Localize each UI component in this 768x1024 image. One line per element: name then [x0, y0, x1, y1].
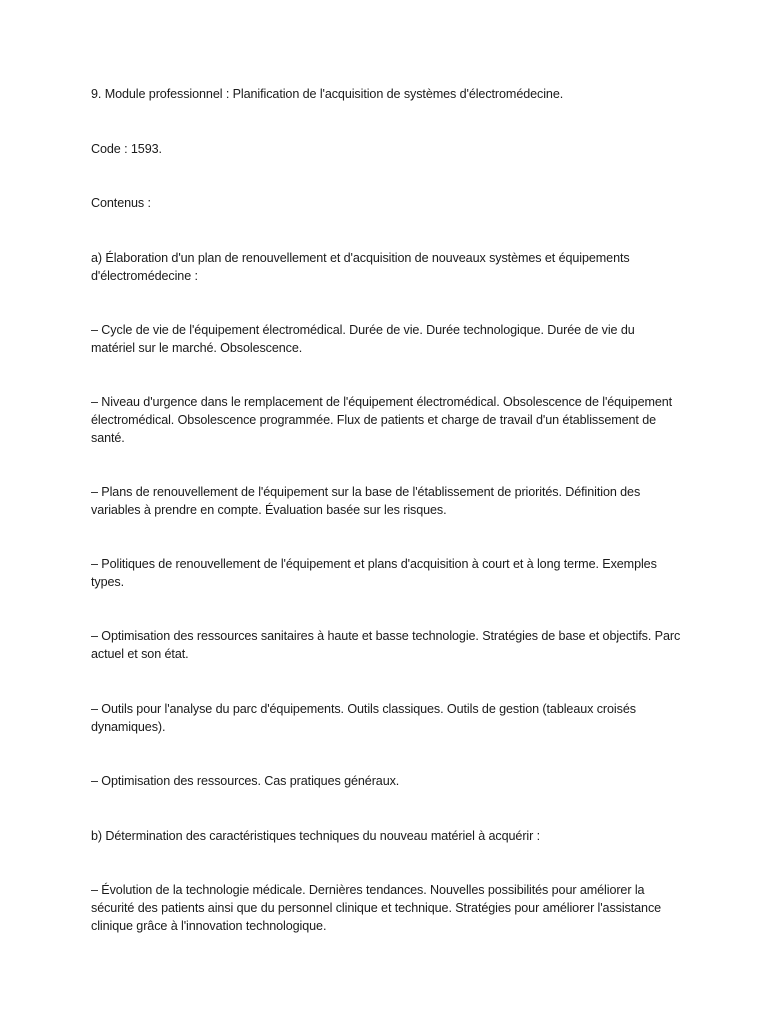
- contents-heading: Contenus :: [91, 196, 151, 210]
- list-item: – Optimisation des ressources. Cas pratiques généraux.: [91, 774, 400, 788]
- module-title: 9. Module professionnel : Planification de l'acquisition de systèmes d'électromédecine.: [91, 87, 564, 101]
- list-item: – Outils pour l'analyse du parc d'équipements. Outils classiques. Outils de gestion (tableaux croisés dynamiques).: [91, 702, 636, 734]
- list-item: – Plans de renouvellement de l'équipement sur la base de l'établissement de priorités. Définition des variables à prendre en compte. Évaluation basée sur les risques.: [91, 485, 641, 517]
- section-b-heading: b) Détermination des caractéristiques techniques du nouveau matériel à acquérir :: [91, 829, 541, 843]
- list-item: – Politiques de renouvellement de l'équipement et plans d'acquisition à court et à long terme. Exemples types.: [91, 557, 657, 589]
- list-item: – Évolution de la technologie médicale. Dernières tendances. Nouvelles possibilités pour améliorer la sécurité des patients ainsi que du personnel clinique et technique. Stratégies pour améliorer l'assistance clinique grâce à l'innovation technologique.: [91, 883, 662, 933]
- module-code: Code : 1593.: [91, 142, 162, 156]
- list-item: – Niveau d'urgence dans le remplacement de l'équipement électromédical. Obsolescence de l'équipement électromédical. Obsolescence programmée. Flux de patients et charge de travail d'un établissement de santé.: [91, 395, 673, 445]
- list-item: – Cycle de vie de l'équipement électromédical. Durée de vie. Durée technologique. Durée de vie du matériel sur le marché. Obsolescence.: [91, 323, 635, 355]
- section-a-heading: a) Élaboration d'un plan de renouvellement et d'acquisition de nouveaux systèmes et équipements d'électromédecine :: [91, 251, 630, 283]
- list-item: – Optimisation des ressources sanitaires à haute et basse technologie. Stratégies de base et objectifs. Parc actuel et son état.: [91, 629, 681, 661]
